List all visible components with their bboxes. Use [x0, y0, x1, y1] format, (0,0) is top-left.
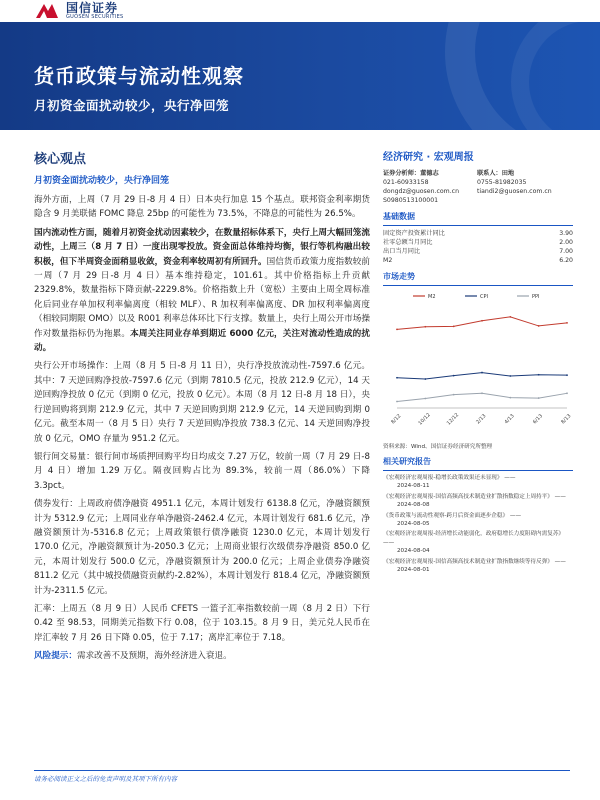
logo-name-cn: 国信证券: [66, 1, 119, 15]
basic-data-label: 固定资产投资累计同比: [383, 230, 445, 237]
liquidity-body-text: 国信货币政策力度指数较前一周（7 月 29 日-8 月 4 日）基本维持稳定，101.61。其中价格指标上升贡献 2329.8%，数量指标下降贡献-2229.8%。价格指数上升（宽松）主要由上周全周标准化后同业存单加权利率偏离度（相较 MLF）、R 加权利率偏离度、DR 加权利率偏离度（相较同期限 OMO）以及 R001 利率总体环比下行支撑。数量上，央行上周公开市场操作对数量指标仍为拖累。: [34, 256, 370, 339]
liquidity-bold-note: 本周关注同业存单到期近 6000 亿元，关注对流动性造成的扰动。: [34, 328, 370, 354]
contact-phone: 0755-81982035: [477, 179, 527, 186]
market-heading: 市场走势: [383, 272, 415, 281]
data-point: [566, 322, 568, 324]
footer-divider: [34, 770, 570, 771]
basic-data-row: [383, 256, 573, 265]
contact-label: 联系人：: [477, 170, 502, 177]
paragraph-liquidity: [34, 226, 370, 356]
data-point: [453, 394, 455, 396]
data-point: [424, 378, 426, 380]
basic-data-heading: 基础数据: [383, 212, 415, 221]
liquidity-bold-text: 国内流动性方面，随着月初资金扰动因素较少，在数量招标体系下，央行上周大幅回笼流动性，上周三（8 月 7 日）一度出现零投放。资金面总体维持均衡，银行等机构融出较积极，但下半周资金面稍显收敛，资金利率较周初有所回升。: [34, 227, 370, 267]
basic-data-row: [383, 229, 573, 238]
related-report-title[interactable]: 《宏观经济宏观周报-稳增长政策效果还未显现》 ——: [383, 475, 516, 481]
banner-decoration-icon: [380, 22, 600, 130]
series-line: [397, 393, 567, 401]
data-point: [509, 316, 511, 318]
footer-disclaimer: 请务必阅读正文之后的免责声明及其项下所有内容: [34, 775, 177, 783]
basic-data-row: [383, 247, 573, 256]
market-chart-svg: [383, 290, 573, 440]
report-subtitle: 月初资金面扰动较少，央行净回笼: [34, 98, 230, 113]
paragraph-fx: 汇率：上周五（8 月 9 日）人民币 CFETS 一篮子汇率指数较前一周（8 月 2 日）下行 0.42 至 98.53，同期美元指数下行 0.08，位于 103.15。8 月 9 日，美元兑人民币在岸汇率较 7 月 26 日下降 0.05，位于 7.17；离岸汇率位于 7.18。: [34, 603, 370, 643]
analyst-cert: S0980513100001: [383, 197, 439, 204]
basic-data-row: [383, 238, 573, 247]
contact-name: 田地: [501, 170, 515, 177]
data-point: [538, 397, 540, 399]
related-report-title[interactable]: 《宏观经济宏观周报-经济增长动能弱化，政府稳增长力度阻碍内需复苏》 ——: [383, 531, 565, 546]
title-banner: [0, 22, 600, 130]
x-tick-label: 10/12: [417, 412, 432, 427]
analyst-email[interactable]: dongdz@guosen.com.cn: [383, 188, 459, 195]
basic-data-value: 2.00: [559, 239, 573, 246]
data-point: [453, 375, 455, 377]
data-point: [509, 397, 511, 399]
related-report-date: 2024-08-01: [397, 567, 430, 574]
core-heading: 核心观点: [34, 152, 87, 167]
divider: [383, 285, 573, 286]
contact-email[interactable]: tiandi2@guosen.com.cn: [477, 188, 552, 195]
data-point: [481, 372, 483, 374]
data-point: [396, 377, 398, 379]
risk-text: 需求改善不及预期，海外经济进入衰退。: [76, 651, 232, 662]
data-point: [424, 398, 426, 400]
data-point: [566, 374, 568, 376]
x-tick-label: 8/12: [390, 413, 403, 426]
risk-label: 风险提示：: [34, 651, 77, 662]
related-report-date: 2024-08-04: [397, 548, 430, 555]
market-chart: [383, 290, 573, 440]
main-content: [34, 148, 370, 668]
x-tick-label: 4/13: [503, 413, 516, 426]
paragraph-interbank: 银行间交易量：银行间市场质押回购平均日均成交 7.27 万亿，较前一周（7 月 29 日-8 月 4 日）增加 1.29 万亿。隔夜回购占比为 89.3%，较前一周（86.0%）下降 3.3pct。: [34, 451, 370, 491]
related-heading: 相关研究报告: [383, 457, 431, 466]
logo-name-en: GUOSEN SECURITIES: [66, 14, 124, 20]
analyst-label: 证券分析师：: [383, 170, 421, 177]
basic-data-label: 社零总额当月同比: [383, 239, 433, 246]
related-report-title[interactable]: 《宏观经济宏观周报-国信高频高技术制造业扩散指数稳定上周持平》 ——: [383, 493, 566, 500]
related-list: [383, 474, 573, 574]
chart-source: 资料来源：Wind、国信证券经济研究所整理: [383, 444, 493, 450]
data-point: [538, 374, 540, 376]
data-point: [424, 326, 426, 328]
data-point: [509, 375, 511, 377]
x-tick-label: 8/13: [560, 413, 573, 426]
basic-data-value: 7.00: [559, 248, 573, 255]
report-type: 经济研究 · 宏观周报: [383, 152, 474, 163]
paragraph-overseas: 海外方面，上周（7 月 29 日-8 月 4 日）日本央行加息 15 个基点。联邦资金利率期货隐含 9 月美联储 FOMC 降息 25bp 的可能性为 73.5%，不降息的可能性为 26.5%。: [34, 195, 370, 220]
analyst-phone: 021-60933158: [383, 179, 429, 186]
related-report-date: 2024-08-05: [397, 521, 430, 528]
legend-label: PPI: [532, 294, 540, 300]
company-logo: [34, 2, 124, 20]
analyst-block: [383, 169, 573, 205]
data-point: [481, 320, 483, 322]
paragraph-risk: [34, 649, 370, 663]
guosen-logo-icon: [34, 2, 60, 20]
basic-data-value: 3.90: [559, 230, 573, 237]
series-line: [397, 317, 567, 330]
basic-data-table: [383, 229, 573, 265]
basic-data-label: M2: [383, 257, 393, 264]
data-point: [538, 325, 540, 327]
data-point: [396, 401, 398, 403]
basic-data-value: 6.20: [559, 257, 573, 264]
divider: [383, 225, 573, 226]
related-report-title[interactable]: 《宏观经济宏观周报-国信高频高技术制造业扩散指数继续等待反弹》 ——: [383, 558, 566, 565]
page-header: [0, 0, 600, 22]
x-tick-label: 12/12: [445, 412, 461, 427]
related-report-item[interactable]: [383, 474, 573, 491]
related-report-item[interactable]: [383, 493, 573, 510]
data-point: [481, 392, 483, 394]
paragraph-bond-issuance: 债券发行：上周政府债净融资 4951.1 亿元，本周计划发行 6138.8 亿元，净融资额预计为 5312.9 亿元；上周同业存单净融资-2462.4 亿元，本周计划发行 681.6 亿元，净融资额预计为-5316.8 亿元；上周政策银行债净融资 1230.0 亿元，本周计划发行 170.0 亿元，净融资额预计为-2050.3 亿元；上周商业银行次级债券净融资 850.0 亿元，本周计划发行 500.0 亿元，净融资额预计为 200.0 亿元；上周企业债券净融资 811.2 亿元（其中城投债融资贡献约-2.82%），本周计划发行 818.4 亿元，净融资额预计为-2311.5 亿元。: [34, 499, 370, 596]
paragraph-omo: 央行公开市场操作：上周（8 月 5 日-8 月 11 日），央行净投放流动性-7597.6 亿元。其中：7 天逆回购净投放-7597.6 亿元（到期 7810.5 亿元，投放 212.9 亿元），14 天逆回购净投放 0 亿元（到期 0 亿元，投放 0 亿元）。本周（8 月 12 日-8 月 18 日），央行逆回购将到期 212.9 亿元，其中 7 天逆回购到期 212.9 亿元，14 天逆回购到期 0 亿元。截至本周一（8 月 5 日）央行 7 天逆回购净投放 738.3 亿元、14 天逆回购净投放 0 亿元，OMO 存量为 951.2 亿元。: [34, 361, 370, 444]
legend-label: M2: [428, 294, 436, 300]
related-report-item[interactable]: [383, 530, 573, 555]
core-subheading: 月初资金面扰动较少，央行净回笼: [34, 176, 170, 186]
related-report-date: 2024-08-08: [397, 502, 430, 509]
divider: [383, 470, 573, 471]
related-report-title[interactable]: 《货币政策与流动性观察-跨月后资金面逐步企稳》 ——: [383, 512, 522, 519]
data-point: [453, 325, 455, 327]
data-point: [566, 392, 568, 394]
x-tick-label: 6/13: [531, 413, 545, 426]
related-report-item[interactable]: [383, 512, 573, 529]
x-tick-label: 2/13: [475, 413, 488, 426]
analyst-name: 董德志: [420, 170, 439, 177]
data-point: [396, 328, 398, 330]
basic-data-label: 出口当月同比: [383, 248, 421, 255]
related-report-date: 2024-08-11: [397, 483, 430, 490]
series-line: [397, 373, 567, 379]
related-report-item[interactable]: [383, 558, 573, 575]
report-title: 货币政策与流动性观察: [34, 64, 244, 88]
legend-label: CPI: [480, 294, 488, 300]
sidebar: [383, 148, 573, 576]
